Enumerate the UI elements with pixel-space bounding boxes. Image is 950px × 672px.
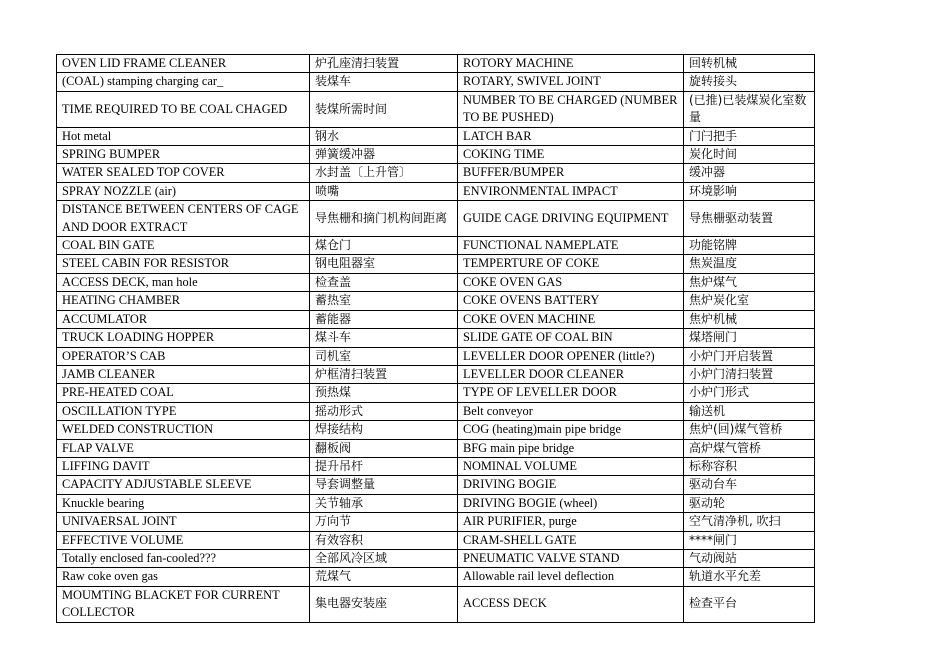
table-row (57, 457, 815, 475)
term-en-left: (COAL) stamping charging car_ (57, 73, 310, 91)
table-row (57, 439, 815, 457)
term-en-right: DRIVING BOGIE (458, 476, 684, 494)
term-zh-right: ****闸门 (684, 531, 815, 549)
term-en-left: Knuckle bearing (57, 494, 310, 512)
term-en-right: ROTARY, SWIVEL JOINT (458, 73, 684, 91)
term-en-right: GUIDE CAGE DRIVING EQUIPMENT (458, 201, 684, 237)
term-zh-left: 万向节 (310, 513, 458, 531)
term-en-right: TYPE OF LEVELLER DOOR (458, 384, 684, 402)
table-row (57, 182, 815, 200)
term-en-left: ACCUMLATOR (57, 310, 310, 328)
table-row (57, 549, 815, 567)
term-zh-left: 荒煤气 (310, 568, 458, 586)
term-en-right: LATCH BAR (458, 127, 684, 145)
term-en-right: AIR PURIFIER, purge (458, 513, 684, 531)
term-zh-left: 弹簧缓冲器 (310, 146, 458, 164)
term-zh-right: 输送机 (684, 402, 815, 420)
term-zh-left: 提升吊杆 (310, 457, 458, 475)
table-row (57, 164, 815, 182)
term-en-left: ACCESS DECK, man hole (57, 273, 310, 291)
term-zh-right: 煤塔闸门 (684, 329, 815, 347)
term-zh-left: 集电器安装座 (310, 586, 458, 622)
term-zh-right: 旋转接头 (684, 73, 815, 91)
term-en-right: Belt conveyor (458, 402, 684, 420)
term-zh-right: 焦炭温度 (684, 255, 815, 273)
table-row (57, 237, 815, 255)
term-en-right: NOMINAL VOLUME (458, 457, 684, 475)
term-zh-left: 翻板阀 (310, 439, 458, 457)
table-row (57, 586, 815, 622)
term-zh-right: 回转机械 (684, 55, 815, 73)
table-row (57, 476, 815, 494)
term-zh-left: 装煤车 (310, 73, 458, 91)
term-zh-right: 高炉煤气管桥 (684, 439, 815, 457)
table-row (57, 91, 815, 127)
term-en-left: WELDED CONSTRUCTION (57, 421, 310, 439)
term-en-left: TIME REQUIRED TO BE COAL CHAGED (57, 91, 310, 127)
term-zh-right: 标称容积 (684, 457, 815, 475)
term-zh-left: 煤仓门 (310, 237, 458, 255)
term-zh-right: 焦炉机械 (684, 310, 815, 328)
table-row (57, 402, 815, 420)
term-zh-right: 门闩把手 (684, 127, 815, 145)
term-en-right: COKING TIME (458, 146, 684, 164)
term-en-left: COAL BIN GATE (57, 237, 310, 255)
term-en-left: STEEL CABIN FOR RESISTOR (57, 255, 310, 273)
term-zh-left: 炉孔座清扫装置 (310, 55, 458, 73)
term-en-right: TEMPERTURE OF COKE (458, 255, 684, 273)
term-en-right: ENVIRONMENTAL IMPACT (458, 182, 684, 200)
term-en-left: EFFECTIVE VOLUME (57, 531, 310, 549)
term-en-left: Totally enclosed fan-cooled??? (57, 549, 310, 567)
term-en-right: SLIDE GATE OF COAL BIN (458, 329, 684, 347)
table-row (57, 513, 815, 531)
term-en-left: LIFFING DAVIT (57, 457, 310, 475)
term-zh-right: 焦炉(回)煤气管桥 (684, 421, 815, 439)
table-row (57, 146, 815, 164)
table-row (57, 292, 815, 310)
table-row (57, 273, 815, 291)
term-en-left: OPERATOR’S CAB (57, 347, 310, 365)
term-en-left: HEATING CHAMBER (57, 292, 310, 310)
term-zh-right: 小炉门清扫装置 (684, 365, 815, 383)
term-zh-right: 导焦栅驱动装置 (684, 201, 815, 237)
term-zh-right: 焦炉煤气 (684, 273, 815, 291)
term-zh-right: 炭化时间 (684, 146, 815, 164)
term-en-left: Raw coke oven gas (57, 568, 310, 586)
term-zh-left: 蓄热室 (310, 292, 458, 310)
table-row (57, 384, 815, 402)
term-zh-right: 缓冲器 (684, 164, 815, 182)
table-row (57, 329, 815, 347)
term-zh-right: 驱动台车 (684, 476, 815, 494)
term-en-right: COKE OVENS BATTERY (458, 292, 684, 310)
table-row (57, 421, 815, 439)
term-zh-left: 煤斗车 (310, 329, 458, 347)
term-en-right: DRIVING BOGIE (wheel) (458, 494, 684, 512)
term-en-right: BFG main pipe bridge (458, 439, 684, 457)
term-en-left: WATER SEALED TOP COVER (57, 164, 310, 182)
term-zh-right: 小炉门形式 (684, 384, 815, 402)
term-zh-left: 钢水 (310, 127, 458, 145)
term-en-right: COKE OVEN MACHINE (458, 310, 684, 328)
term-en-left: FLAP VALVE (57, 439, 310, 457)
table-row (57, 127, 815, 145)
term-en-right: ACCESS DECK (458, 586, 684, 622)
table-row (57, 201, 815, 237)
term-zh-left: 检查盖 (310, 273, 458, 291)
term-en-left: JAMB CLEANER (57, 365, 310, 383)
table-row (57, 568, 815, 586)
term-zh-left: 喷嘴 (310, 182, 458, 200)
glossary-body (57, 55, 815, 623)
term-en-right: CRAM-SHELL GATE (458, 531, 684, 549)
term-en-left: MOUMTING BLACKET FOR CURRENT COLLECTOR (57, 586, 310, 622)
term-zh-right: 驱动轮 (684, 494, 815, 512)
table-row (57, 365, 815, 383)
table-row (57, 310, 815, 328)
term-zh-left: 预热煤 (310, 384, 458, 402)
term-en-left: DISTANCE BETWEEN CENTERS OF CAGE AND DOOR EXTRACT (57, 201, 310, 237)
term-en-left: CAPACITY ADJUSTABLE SLEEVE (57, 476, 310, 494)
term-zh-right: 空气清净机, 吹扫 (684, 513, 815, 531)
term-en-right: LEVELLER DOOR CLEANER (458, 365, 684, 383)
term-zh-right: 检查平台 (684, 586, 815, 622)
table-row (57, 494, 815, 512)
term-zh-left: 炉框清扫装置 (310, 365, 458, 383)
term-zh-right: 轨道水平允差 (684, 568, 815, 586)
term-zh-left: 蓄能器 (310, 310, 458, 328)
term-zh-right: 气动阀站 (684, 549, 815, 567)
term-en-right: FUNCTIONAL NAMEPLATE (458, 237, 684, 255)
term-en-left: Hot metal (57, 127, 310, 145)
term-zh-left: 全部风冷区域 (310, 549, 458, 567)
term-en-right: NUMBER TO BE CHARGED (NUMBER TO BE PUSHED) (458, 91, 684, 127)
term-en-left: SPRAY NOZZLE (air) (57, 182, 310, 200)
term-en-right: PNEUMATIC VALVE STAND (458, 549, 684, 567)
table-row (57, 347, 815, 365)
term-zh-left: 导套调整量 (310, 476, 458, 494)
term-en-left: OVEN LID FRAME CLEANER (57, 55, 310, 73)
term-en-right: Allowable rail level deflection (458, 568, 684, 586)
term-zh-left: 摇动形式 (310, 402, 458, 420)
term-zh-left: 导焦栅和摘门机构间距离 (310, 201, 458, 237)
term-zh-left: 关节轴承 (310, 494, 458, 512)
table-row (57, 73, 815, 91)
term-zh-left: 水封盖〔上升管〕 (310, 164, 458, 182)
table-row (57, 255, 815, 273)
term-en-right: BUFFER/BUMPER (458, 164, 684, 182)
term-zh-left: 有效容积 (310, 531, 458, 549)
table-row (57, 531, 815, 549)
term-en-left: UNIVAERSAL JOINT (57, 513, 310, 531)
term-zh-left: 装煤所需时间 (310, 91, 458, 127)
term-en-right: ROTORY MACHINE (458, 55, 684, 73)
term-en-right: COKE OVEN GAS (458, 273, 684, 291)
table-row (57, 55, 815, 73)
term-zh-left: 司机室 (310, 347, 458, 365)
term-en-right: COG (heating)main pipe bridge (458, 421, 684, 439)
term-zh-right: 环境影响 (684, 182, 815, 200)
glossary-table (56, 54, 815, 623)
term-en-left: TRUCK LOADING HOPPER (57, 329, 310, 347)
term-zh-left: 钢电阻器室 (310, 255, 458, 273)
term-zh-left: 焊接结构 (310, 421, 458, 439)
term-zh-right: 焦炉炭化室 (684, 292, 815, 310)
term-en-left: OSCILLATION TYPE (57, 402, 310, 420)
term-zh-right: 功能铭牌 (684, 237, 815, 255)
term-en-right: LEVELLER DOOR OPENER (little?) (458, 347, 684, 365)
term-zh-right: (已推)已装煤炭化室数量 (684, 91, 815, 127)
term-en-left: SPRING BUMPER (57, 146, 310, 164)
term-en-left: PRE-HEATED COAL (57, 384, 310, 402)
term-zh-right: 小炉门开启装置 (684, 347, 815, 365)
